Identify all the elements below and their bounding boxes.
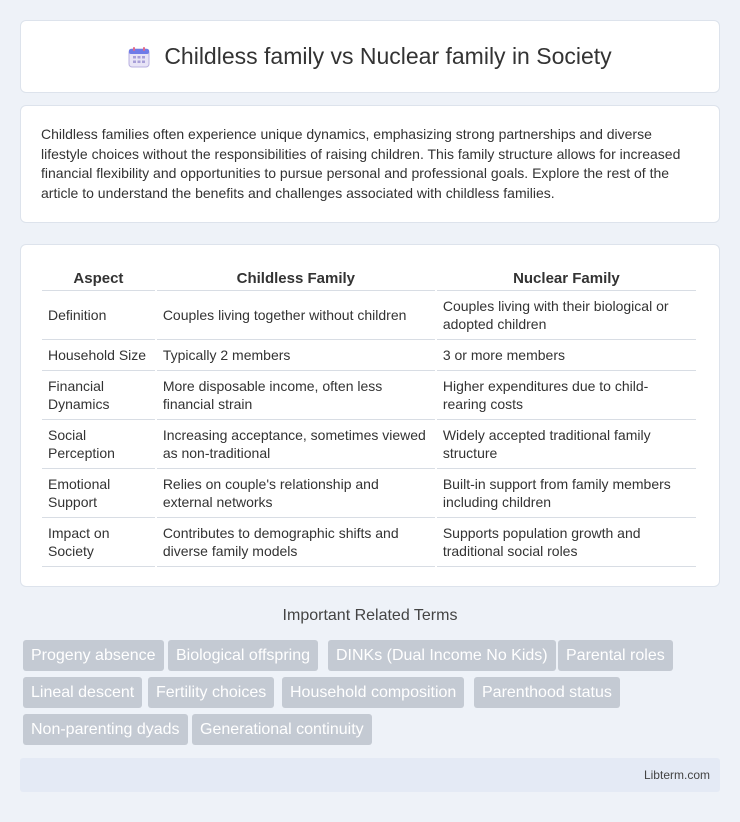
related-term-tag[interactable]: Non-parenting dyads xyxy=(23,714,188,745)
row-aspect: Financial Dynamics xyxy=(42,371,155,420)
table-row xyxy=(42,291,696,340)
table-row xyxy=(42,518,696,567)
table-row xyxy=(42,469,696,518)
row-aspect: Social Perception xyxy=(42,420,155,469)
row-aspect: Household Size xyxy=(42,340,155,371)
comparison-table xyxy=(40,265,698,567)
page-title: Childless family vs Nuclear family in Society xyxy=(164,43,612,69)
row-nuclear: Supports population growth and traditional social roles xyxy=(437,518,696,567)
related-term-tag[interactable]: Generational continuity xyxy=(192,714,372,745)
title-card xyxy=(20,20,720,93)
header-childless: Childless Family xyxy=(157,265,435,291)
footer-site-link[interactable]: Libterm.com xyxy=(643,768,710,782)
row-nuclear: Widely accepted traditional family structure xyxy=(437,420,696,469)
related-terms-title: Important Related Terms xyxy=(282,607,458,624)
row-nuclear: Built-in support from family members including children xyxy=(437,469,696,518)
intro-card xyxy=(20,105,720,223)
related-term-tag[interactable]: Lineal descent xyxy=(23,677,142,708)
related-term-tag[interactable]: Progeny absence xyxy=(23,640,164,671)
calendar-icon xyxy=(128,46,150,68)
row-aspect: Definition xyxy=(42,291,155,340)
table-row xyxy=(42,420,696,469)
intro-text: Childless families often experience unique dynamics, emphasizing strong partnerships and diverse lifestyle choices without the responsibilities of raising children. This family structure allows for increased financial flexibility and opportunities to pursue personal and professional goals. Explore the rest of the article to understand the benefits and challenges associated with childless families. xyxy=(41,126,681,201)
row-nuclear: Higher expenditures due to child-rearing costs xyxy=(437,371,696,420)
related-term-tag[interactable]: Parental roles xyxy=(558,640,673,671)
related-term-tag[interactable]: Parenthood status xyxy=(474,677,620,708)
related-term-tag[interactable]: DINKs (Dual Income No Kids) xyxy=(328,640,556,671)
header-aspect: Aspect xyxy=(42,265,155,291)
related-term-tag[interactable]: Household composition xyxy=(282,677,464,708)
row-childless: Contributes to demographic shifts and diverse family models xyxy=(157,518,435,567)
row-childless: Typically 2 members xyxy=(157,340,435,371)
table-row xyxy=(42,371,696,420)
comparison-table-card xyxy=(20,244,720,587)
related-term-tag[interactable]: Biological offspring xyxy=(168,640,318,671)
table-row xyxy=(42,340,696,371)
header-nuclear: Nuclear Family xyxy=(437,265,696,291)
row-aspect: Impact on Society xyxy=(42,518,155,567)
row-childless: More disposable income, often less financial strain xyxy=(157,371,435,420)
row-nuclear: 3 or more members xyxy=(437,340,696,371)
row-childless: Couples living together without children xyxy=(157,291,435,340)
row-childless: Increasing acceptance, sometimes viewed as non-traditional xyxy=(157,420,435,469)
related-term-tag[interactable]: Fertility choices xyxy=(148,677,274,708)
row-nuclear: Couples living with their biological or adopted children xyxy=(437,291,696,340)
footer xyxy=(20,758,720,792)
row-childless: Relies on couple's relationship and external networks xyxy=(157,469,435,518)
row-aspect: Emotional Support xyxy=(42,469,155,518)
